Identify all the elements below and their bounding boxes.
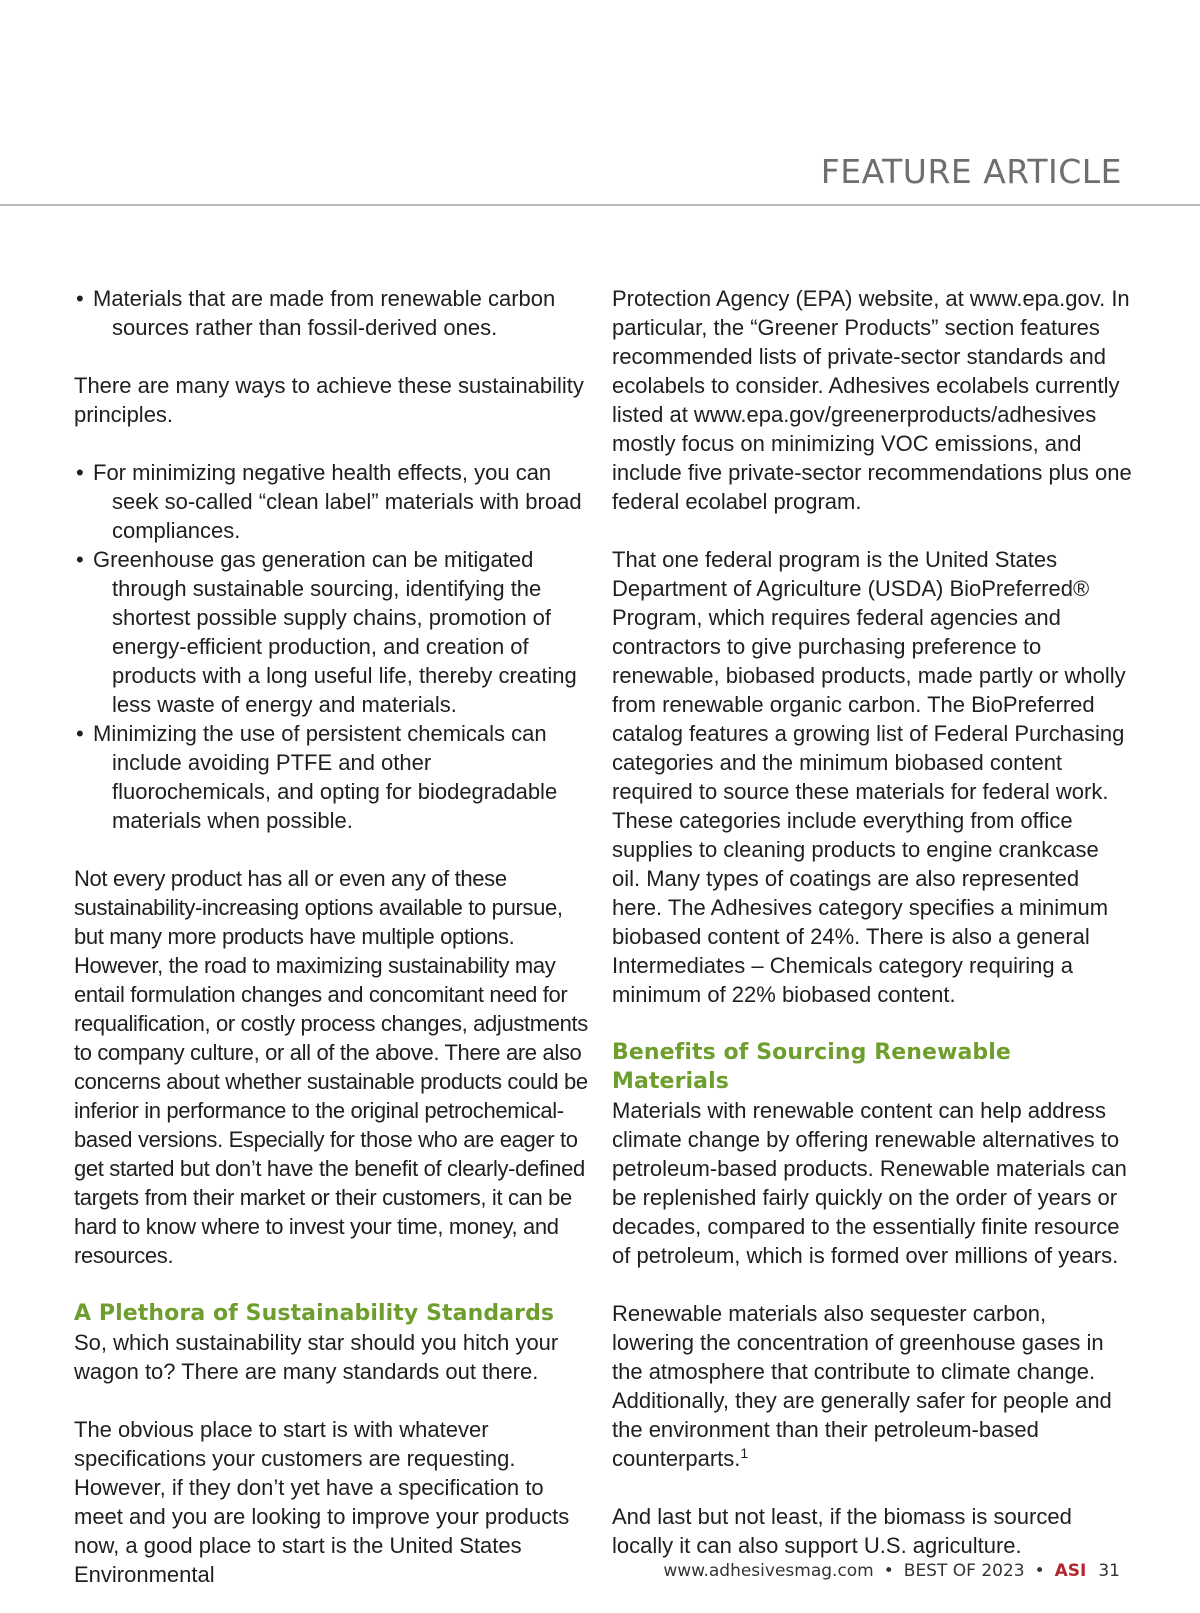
paragraph: Not every product has all or even any of these sustainability-increasing options available to pursue, but many more products have multiple options. However, the road to maximizing sustainability may entail formulation changes and concomitant need for requalification, or costly process changes, adjustments to company culture, or all of the above. There are also concerns about whether sustainable products could be inferior in performance to the original petrochemical-based versions. Especially for those who are eager to get started but don’t have the benefit of clearly-defined targets from their market or their customers, it can be hard to know where to invest your time, money, and resources. [74, 866, 588, 1268]
footnote-reference: 1 [740, 1445, 749, 1461]
paragraph: There are many ways to achieve these sustainability principles. [74, 373, 584, 427]
paragraph: And last but not least, if the biomass is sourced locally it can also support U.S. agriculture. [612, 1504, 1072, 1558]
bullet-dot-icon: • [76, 721, 84, 746]
paragraph: The obvious place to start is with whatever specifications your customers are requesting. However, if they don’t yet have a specification to meet and you are looking to improve your products now, a good place to start is the United States Environmental [74, 1417, 570, 1587]
footer-issue: BEST OF 2023 [903, 1561, 1025, 1581]
list-item-text: Minimizing the use of persistent chemicals can include avoiding PTFE and other fluorochemicals, and opting for biodegradable materials when possible. [93, 721, 558, 833]
intro-bullet-list [74, 284, 588, 342]
bullet-dot-icon: • [76, 547, 84, 572]
subheading-standards: A Plethora of Sustainability Standards [74, 1301, 555, 1326]
bullet-dot-icon: • [76, 460, 84, 485]
paragraph: So, which sustainability star should you hitch your wagon to? There are many standards out there. [74, 1330, 559, 1384]
list-item-text: For minimizing negative health effects, you can seek so-called “clean label” materials with broad compliances. [93, 460, 582, 543]
footer-website: www.adhesivesmag.com [663, 1561, 874, 1581]
subheading-benefits: Benefits of Sourcing Renewable Materials [612, 1040, 1011, 1094]
list-item-text: Greenhouse gas generation can be mitigated through sustainable sourcing, identifying the shortest possible supply chains, promotion of energy-efficient production, and creation of products with a long useful life, thereby creating less waste of energy and materials. [93, 547, 577, 717]
list-item [74, 545, 588, 719]
list-item [74, 284, 588, 342]
footer-separator: • [1034, 1561, 1045, 1581]
footer-separator: • [883, 1561, 894, 1581]
left-column [74, 284, 588, 1589]
list-item-text: Materials that are made from renewable carbon sources rather than fossil-derived ones. [93, 286, 556, 340]
bullet-dot-icon: • [76, 286, 84, 311]
paragraph: Protection Agency (EPA) website, at www.epa.gov. In particular, the “Greener Products” section features recommended lists of private-sector standards and ecolabels to consider. Adhesives ecolabels currently listed at www.epa.gov/greenerproducts/adhesives mostly focus on minimizing VOC emissions, and include five private-sector recommendations plus one federal ecolabel program. [612, 286, 1132, 514]
footer-brand: ASI [1054, 1561, 1087, 1581]
paragraph-text: Renewable materials also sequester carbon, lowering the concentration of greenhouse gases in the atmosphere that contribute to climate change. Additionally, they are generally safer for people and the environment than their petroleum-based counterparts. [612, 1301, 1112, 1471]
page-footer [663, 1561, 1120, 1581]
right-column [612, 284, 1132, 1560]
paragraph: Materials with renewable content can help address climate change by offering renewable alternatives to petroleum-based products. Renewable materials can be replenished fairly quickly on the order of years or decades, compared to the essentially finite resource of petroleum, which is formed over millions of years. [612, 1098, 1127, 1268]
section-label: FEATURE ARTICLE [820, 152, 1122, 191]
list-item [74, 719, 588, 835]
header-divider [0, 204, 1200, 206]
list-item [74, 458, 588, 545]
paragraph [612, 1299, 1132, 1473]
paragraph: That one federal program is the United States Department of Agriculture (USDA) BioPreferred® Program, which requires federal agencies and contractors to give purchasing preference to renewable, biobased products, made partly or wholly from renewable organic carbon. The BioPreferred catalog features a growing list of Federal Purchasing categories and the minimum biobased content required to source these materials for federal work. These categories include everything from office supplies to cleaning products to engine crankcase oil. Many types of coatings are also represented here. The Adhesives category specifies a minimum biobased content of 24%. There is also a general Intermediates – Chemicals category requiring a minimum of 22% biobased content. [612, 547, 1126, 1007]
principles-bullet-list [74, 458, 588, 835]
page-number: 31 [1098, 1561, 1120, 1581]
